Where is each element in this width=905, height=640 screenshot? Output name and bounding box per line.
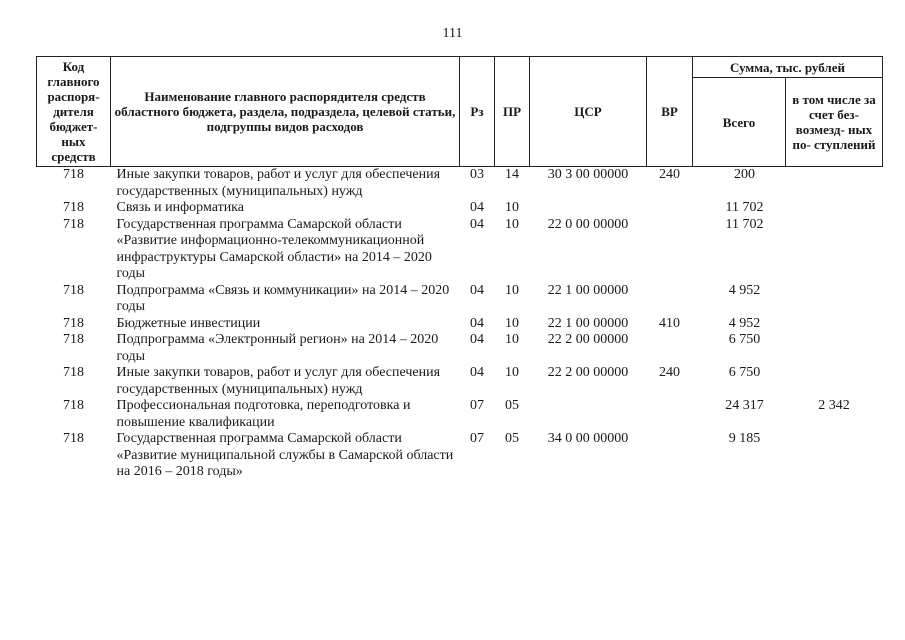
cell-vr: [647, 431, 693, 481]
cell-vr: 240: [659, 167, 680, 182]
cell-code: 718: [63, 431, 84, 446]
cell-csr: 22 2 00 00000: [547, 332, 629, 347]
header-name: Наименование главного распорядителя средств областного бюджета, раздела, подраздела, целевой статьи, подгруппы видов расходов: [111, 57, 460, 167]
header-csr: ЦСР: [530, 57, 647, 167]
cell-csr: 34 0 00 00000: [547, 431, 629, 446]
cell-total: 4 952: [728, 315, 761, 331]
cell-name: Государственная программа Самарской области «Развитие информационно-телекоммуникационной инфраструктуры Самарской области» на 2014 – 2020 годы: [116, 216, 432, 281]
cell-csr: [530, 398, 647, 431]
table-row: [37, 167, 883, 201]
cell-total: 6 750: [728, 365, 761, 380]
header-total: Всего: [693, 78, 786, 167]
cell-gratuitous: [786, 365, 883, 398]
cell-code: 718: [63, 282, 84, 298]
table-row: [37, 283, 883, 316]
cell-code: 718: [63, 332, 84, 347]
cell-pr: 14: [505, 167, 519, 182]
cell-rz: 04: [470, 200, 484, 215]
cell-gratuitous: 2 342: [818, 398, 850, 413]
cell-total: 11 702: [725, 216, 764, 232]
cell-csr: 22 1 00 00000: [547, 315, 629, 331]
cell-total: 6 750: [728, 332, 761, 347]
table-row: [37, 398, 883, 431]
cell-code: 718: [63, 398, 84, 413]
cell-name: Бюджетные инвестиции: [116, 315, 261, 331]
cell-pr: 10: [505, 216, 519, 232]
table-row: [37, 431, 883, 481]
cell-csr: 22 1 00 00000: [547, 282, 629, 298]
header-rz: Рз: [460, 57, 495, 167]
cell-code: 718: [63, 200, 84, 215]
cell-total: 4 952: [728, 282, 761, 298]
cell-name: Государственная программа Самарской области «Развитие муниципальной службы в Самарской области на 2016 – 2018 годы»: [116, 431, 454, 479]
cell-csr: 22 0 00 00000: [547, 216, 629, 232]
cell-total: 24 317: [725, 398, 764, 413]
cell-rz: 04: [470, 365, 484, 380]
header-code: Код главного распоря- дителя бюджет- ных средств: [37, 57, 111, 167]
cell-vr: [647, 200, 693, 217]
table-body: [37, 167, 883, 481]
cell-rz: 07: [470, 431, 484, 446]
cell-rz: 04: [470, 315, 484, 331]
cell-total: 200: [734, 167, 755, 182]
cell-gratuitous: [786, 167, 883, 201]
cell-code: 718: [63, 365, 84, 380]
cell-gratuitous: [786, 332, 883, 365]
cell-name: Связь и информатика: [116, 200, 244, 215]
cell-gratuitous: [786, 316, 883, 333]
cell-gratuitous: [786, 217, 883, 283]
cell-code: 718: [63, 315, 84, 331]
cell-code: 718: [63, 216, 84, 232]
cell-gratuitous: [786, 431, 883, 481]
cell-pr: 05: [505, 398, 519, 413]
table-row: [37, 200, 883, 217]
header-pr: ПР: [495, 57, 530, 167]
cell-csr: 30 3 00 00000: [547, 167, 629, 182]
cell-name: Подпрограмма «Связь и коммуникации» на 2014 – 2020 годы: [116, 282, 450, 314]
table-row: [37, 316, 883, 333]
header-vr: ВР: [647, 57, 693, 167]
table-row: [37, 365, 883, 398]
cell-gratuitous: [786, 283, 883, 316]
cell-vr: [647, 332, 693, 365]
cell-name: Иные закупки товаров, работ и услуг для обеспечения государственных (муниципальных) нужд: [116, 365, 441, 397]
cell-vr: [647, 217, 693, 283]
cell-pr: 05: [505, 431, 519, 446]
cell-vr: [647, 398, 693, 431]
cell-gratuitous: [786, 200, 883, 217]
cell-rz: 04: [470, 282, 484, 298]
cell-total: 11 702: [725, 200, 764, 215]
cell-pr: 10: [505, 315, 519, 331]
cell-vr: 240: [659, 365, 680, 380]
table-header: [37, 57, 883, 167]
cell-rz: 04: [470, 216, 484, 232]
cell-name: Профессиональная подготовка, переподготовка и повышение квалификации: [116, 398, 411, 430]
cell-pr: 10: [505, 365, 519, 380]
cell-pr: 10: [505, 200, 519, 215]
cell-rz: 04: [470, 332, 484, 347]
cell-rz: 07: [470, 398, 484, 413]
cell-pr: 10: [505, 332, 519, 347]
cell-total: 9 185: [728, 431, 761, 446]
cell-vr: [647, 283, 693, 316]
cell-csr: 22 2 00 00000: [547, 365, 629, 380]
cell-rz: 03: [470, 167, 484, 182]
cell-vr: 410: [659, 315, 680, 331]
header-sum-group: Сумма, тыс. рублей: [693, 57, 883, 78]
budget-table: [36, 56, 883, 481]
cell-name: Подпрограмма «Электронный регион» на 2014 – 2020 годы: [116, 332, 439, 364]
header-gratuitous: в том числе за счет без- возмезд- ных по- ступлений: [786, 78, 883, 167]
page-number: 111: [442, 26, 463, 41]
table-row: [37, 217, 883, 283]
cell-name: Иные закупки товаров, работ и услуг для обеспечения государственных (муниципальных) нужд: [116, 167, 441, 199]
cell-code: 718: [63, 167, 84, 182]
cell-pr: 10: [505, 282, 519, 298]
cell-csr: [530, 200, 647, 217]
table-row: [37, 332, 883, 365]
